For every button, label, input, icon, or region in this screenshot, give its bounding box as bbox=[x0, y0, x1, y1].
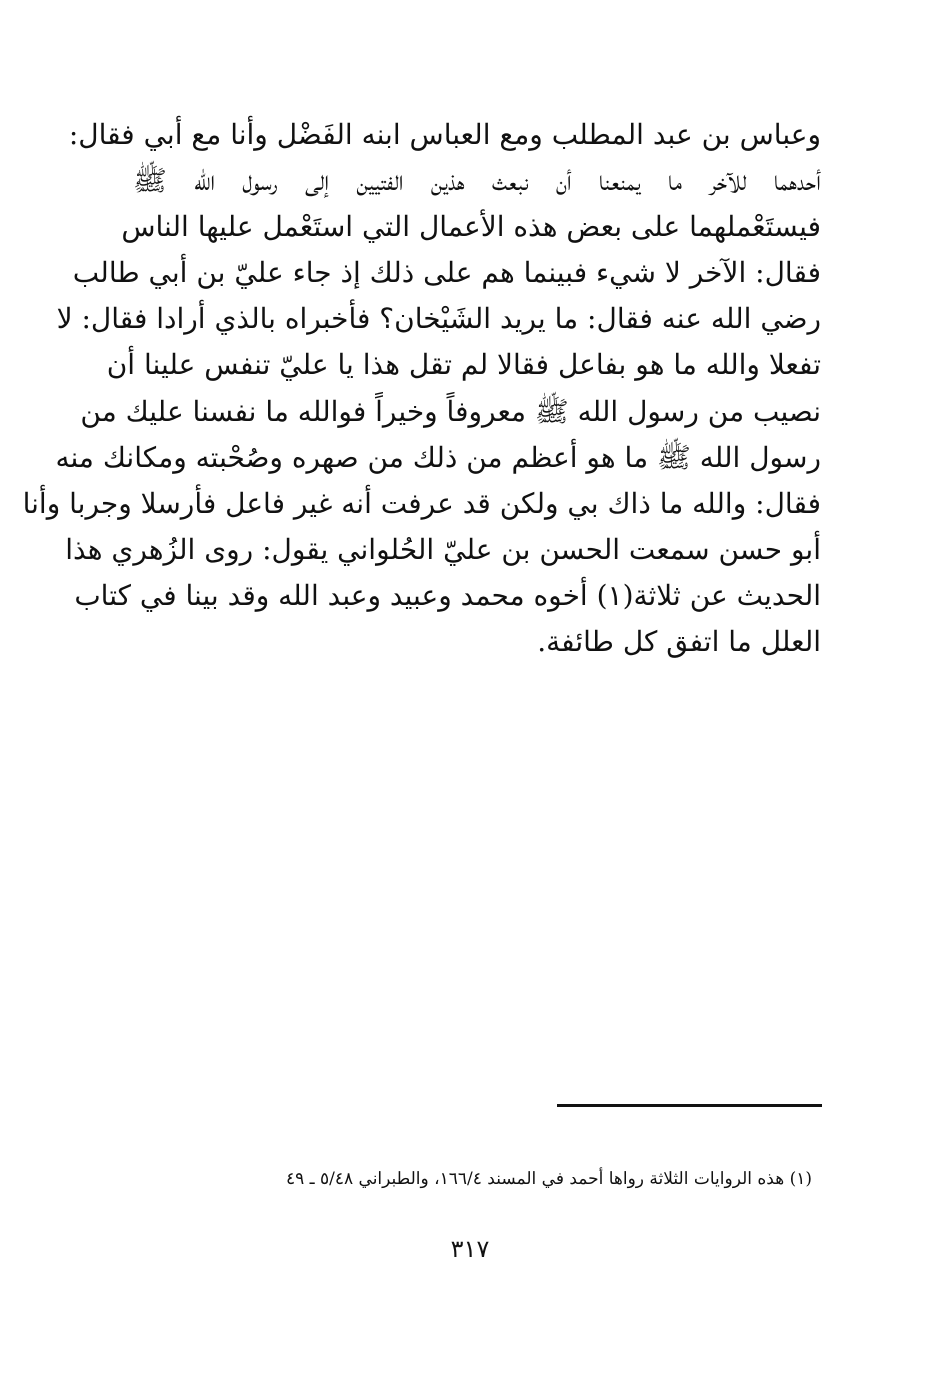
text-line-5: رضي الله عنه فقال: ما يريد الشَيْخان؟ فأخبراه بالذي أرادا فقال: لا bbox=[56, 302, 821, 336]
footnote: (١) هذه الروايات الثلاثة رواها أحمد في المسند ١٦٦/٤، والطبراني ٥/٤٨ ـ ٤٩ bbox=[285, 1169, 812, 1189]
text-line-11: الحديث عن ثلاثة(١) أخوه محمد وعبيد وعبد الله وقد بينا في كتاب bbox=[74, 578, 821, 612]
text-line-7: نصيب من رسول الله ﷺ معروفاً وخيراً فوالله ما نفسنا عليك من bbox=[80, 394, 821, 428]
text-line-12: العلل ما اتفق كل طائفة. bbox=[537, 625, 821, 659]
page-number: ٣١٧ bbox=[450, 1235, 490, 1263]
text-line-4: فقال: الآخر لا شيء فبينما هم على ذلك إذ جاء عليّ بن أبي طالب bbox=[72, 256, 821, 290]
text-line-1: وعباس بن عبد المطلب ومع العباس ابنه الفَضْل وأنا مع أبي فقال: bbox=[68, 118, 821, 151]
text-line-10: أبو حسن سمعت الحسن بن عليّ الحُلواني يقول: روى الزُهري هذا bbox=[65, 532, 821, 566]
text-line-8: رسول الله ﷺ ما هو أعظم من ذلك من صهره وصُحْبته ومكانك منه bbox=[55, 440, 821, 474]
text-line-9: فقال: والله ما ذاك بي ولكن قد عرفت أنه غير فاعل فأرسلا وجربا وأنا bbox=[22, 486, 821, 520]
text-line-2: أحدهما للآخر ما يمنعنا أن نبعث هذين الفتيين إلى رسول الله ﷺ bbox=[133, 164, 821, 198]
main-text-block bbox=[22, 112, 821, 665]
footnote-separator bbox=[557, 1104, 822, 1107]
text-line-6: تفعلا والله ما هو بفاعل فقالا لم تقل هذا يا عليّ تنفس علينا أن bbox=[106, 348, 821, 382]
text-line-3: فيستَعْملهما على بعض هذه الأعمال التي استَعْمل عليها الناس bbox=[121, 210, 821, 244]
